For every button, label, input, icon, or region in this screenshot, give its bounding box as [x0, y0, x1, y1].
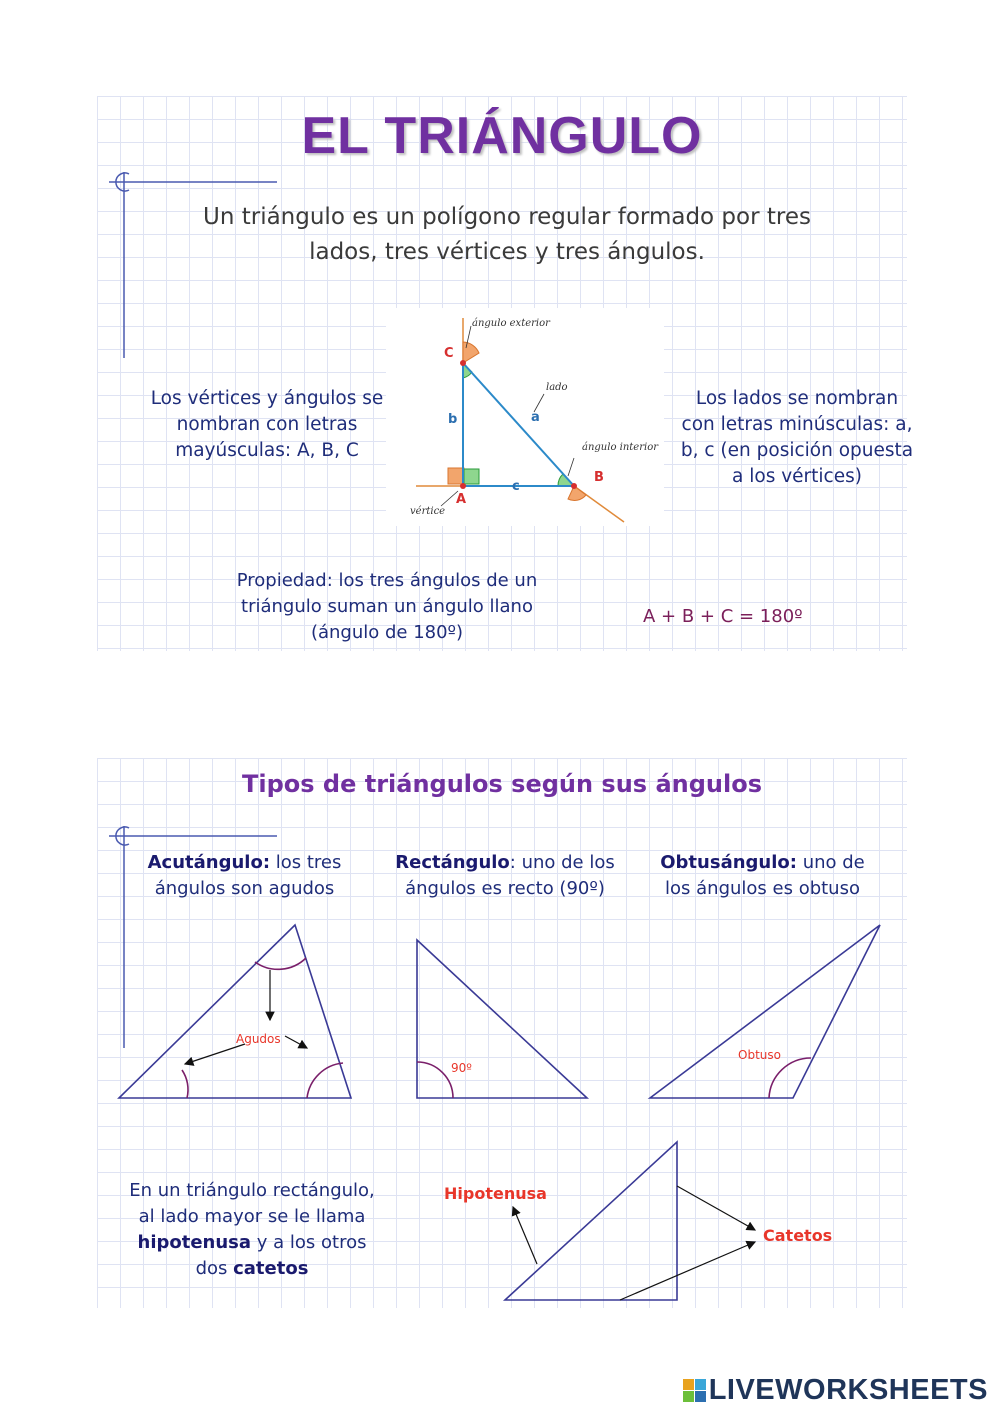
vertex-label: vértice [410, 506, 446, 517]
angle-sum-formula: A + B + C = 180º [643, 606, 803, 627]
exterior-angle-label: ángulo exterior [472, 318, 550, 329]
vertex-naming-note: Los vértices y ángulos se nombran con letras mayúsculas: A, B, C [150, 388, 384, 461]
interior-angle-label: ángulo interior [582, 442, 658, 453]
acute-angles-label: Agudos [236, 1032, 281, 1046]
right-angle-label: 90º [451, 1061, 472, 1075]
vertex-c: C [444, 346, 454, 361]
obtuse-angle-label: Obtuso [738, 1048, 781, 1062]
side-naming-note: Los lados se nombran con letras minúsculas: a, b, c (en posición opuesta a los vértices) [680, 388, 914, 487]
hypotenuse-explanation: En un triángulo rectángulo, al lado mayor se le llama hipotenusa y a los otros dos catetos [129, 1180, 375, 1279]
intro-text: Un triángulo es un polígono regular formado por tres lados, tres vértices y tres ángulos. [203, 204, 811, 265]
section-1-panel [97, 96, 914, 651]
triangle-diagram [386, 308, 664, 526]
section-2-panel [97, 758, 907, 1308]
brand-logo [683, 1374, 988, 1407]
section-title: Tipos de triángulos según sus ángulos [242, 770, 762, 798]
brand-name: LIVEWORKSHEETS [708, 1374, 988, 1406]
side-b: b [448, 412, 458, 427]
vertex-a: A [456, 492, 467, 507]
hypotenuse-label: Hipotenusa [444, 1184, 547, 1203]
side-label: lado [546, 382, 568, 393]
brand-logo-icon [683, 1379, 706, 1402]
side-c: c [512, 479, 520, 494]
legs-label: Catetos [763, 1226, 833, 1245]
side-a: a [531, 410, 540, 425]
vertex-b: B [594, 470, 604, 485]
property-text: Propiedad: los tres ángulos de un triángulo suman un ángulo llano (ángulo de 180º) [236, 570, 538, 643]
right-description: Rectángulo: uno de los ángulos es recto (90º) [395, 852, 615, 899]
obtuse-description: Obtusángulo: uno de los ángulos es obtuso [660, 852, 865, 899]
page-title: EL TRIÁNGULO [301, 107, 703, 165]
acute-description: Acutángulo: los tres ángulos son agudos [147, 852, 342, 899]
